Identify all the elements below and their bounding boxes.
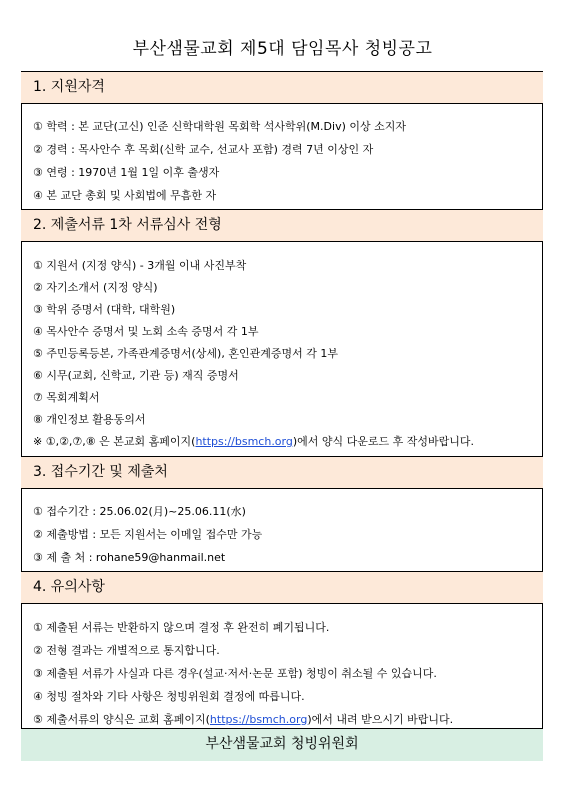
document-item: ④ 목사안수 증명서 및 노회 소속 증명서 각 1부 xyxy=(33,325,259,338)
qualification-item: ① 학력 : 본 교단(고신) 인준 신학대학원 목회학 석사학위(M.Div) 이상 소지자 xyxy=(33,120,406,133)
page-title: 부산샘물교회 제5대 담임목사 청빙공고 xyxy=(132,39,433,59)
qualification-item: ③ 연령 : 1970년 1월 1일 이후 출생자 xyxy=(33,166,220,179)
notes-item xyxy=(33,711,453,727)
document-item: ⑤ 주민등록등본, 가족관계증명서(상세), 혼인관계증명서 각 1부 xyxy=(33,347,338,360)
note-text: )에서 양식 다운로드 후 작성바랍니다. xyxy=(292,435,475,448)
section-header-documents: 2. 제출서류 1차 서류심사 전형 xyxy=(21,209,543,242)
notes-item: ① 제출된 서류는 반환하지 않으며 결정 후 완전히 폐기됩니다. xyxy=(33,621,330,634)
note-text: ⑤ 제출서류의 양식은 교회 홈페이지( xyxy=(33,713,210,726)
notes-item: ③ 제출된 서류가 사실과 다른 경우(설교·저서·논문 포함) 청빙이 취소될 수 있습니다. xyxy=(33,667,437,680)
section-header-qualifications: 1. 지원자격 xyxy=(21,71,543,104)
section-header-notes: 4. 유의사항 xyxy=(21,571,543,604)
qualification-item: ④ 본 교단 총회 및 사회법에 무흠한 자 xyxy=(33,189,217,202)
document-item: ⑧ 개인정보 활용동의서 xyxy=(33,413,146,426)
committee-footer: 부산샘물교회 청빙위원회 xyxy=(21,728,543,761)
note-text: ※ ①,②,⑦,⑧ 은 본교회 홈페이지( xyxy=(33,435,196,448)
notes-item: ② 전형 결과는 개별적으로 통지합니다. xyxy=(33,644,220,657)
submission-item: ② 제출방법 : 모든 지원서는 이메일 접수만 가능 xyxy=(33,528,263,541)
notes-item: ④ 청빙 절차와 기타 사항은 청빙위원회 결정에 따릅니다. xyxy=(33,690,305,703)
document-item: ① 지원서 (지정 양식) - 3개월 이내 사진부착 xyxy=(33,259,247,272)
documents-note xyxy=(33,433,474,449)
note-text: )에서 내려 받으시기 바랍니다. xyxy=(307,713,454,726)
document-item: ③ 학위 증명서 (대학, 대학원) xyxy=(33,303,176,316)
submission-item: ① 접수기간 : 25.06.02(月)~25.06.11(水) xyxy=(33,505,246,518)
qualification-item: ② 경력 : 목사안수 후 목회(신학 교수, 선교사 포함) 경력 7년 이상인 자 xyxy=(33,143,374,156)
section-header-submission: 3. 접수기간 및 제출처 xyxy=(21,456,543,489)
document-item: ⑦ 목회계획서 xyxy=(33,391,100,404)
document-item: ② 자기소개서 (지정 양식) xyxy=(33,281,158,294)
document-item: ⑥ 시무(교회, 신학교, 기관 등) 재직 증명서 xyxy=(33,369,239,382)
homepage-link[interactable]: https://bsmch.org xyxy=(195,435,293,448)
submission-item: ③ 제 출 처 : rohane59@hanmail.net xyxy=(33,551,226,564)
homepage-link[interactable]: https://bsmch.org xyxy=(209,713,308,726)
